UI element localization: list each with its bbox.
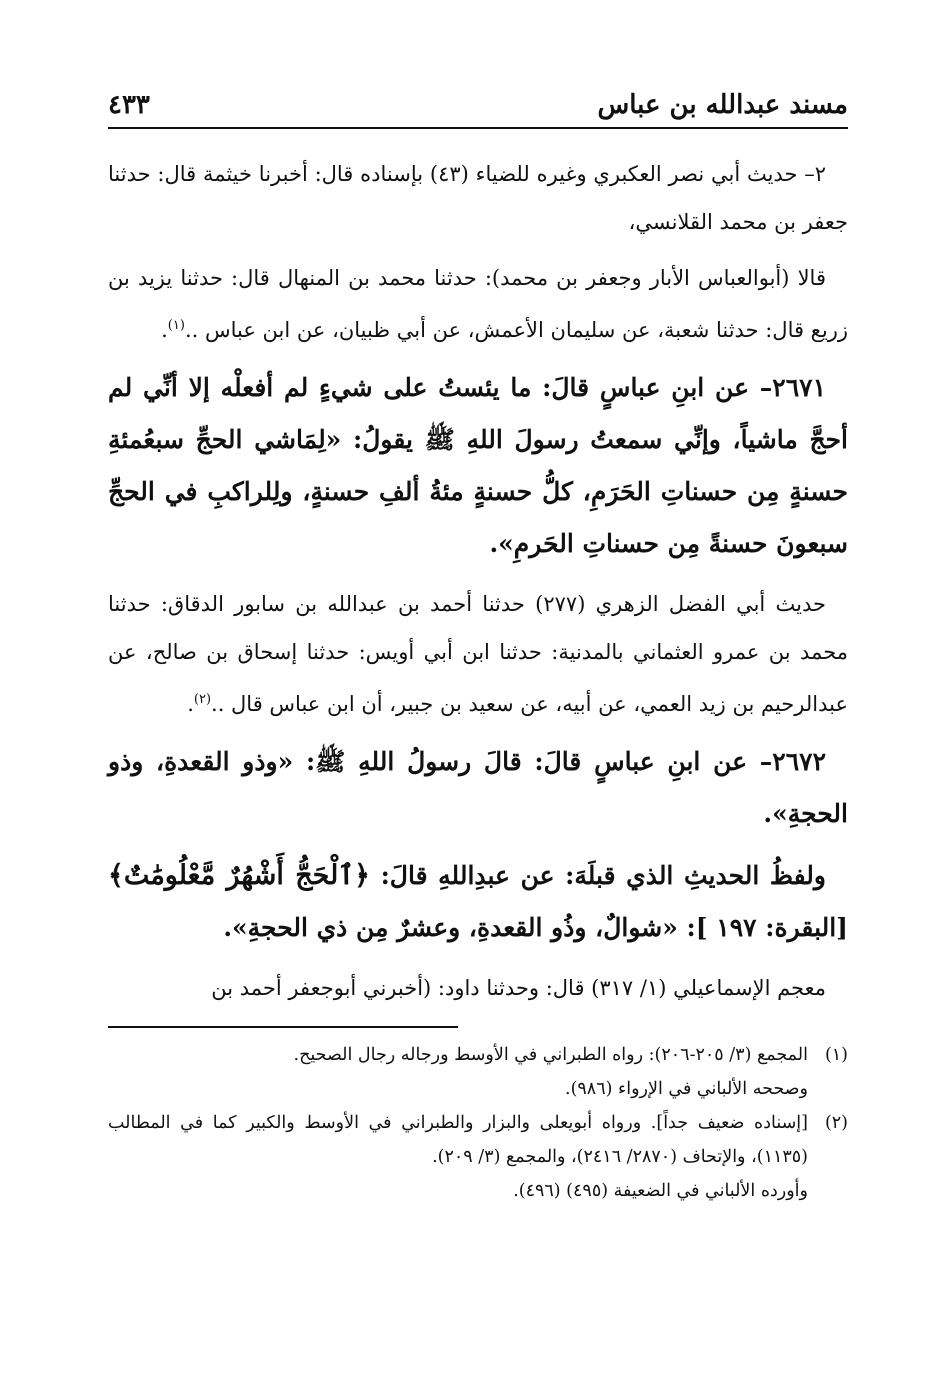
main-text bbox=[108, 150, 848, 1012]
running-title: مسند عبدالله بن عباس bbox=[597, 90, 848, 120]
hadith-2672: ٢٦٧٢– عن ابنِ عباسٍ قالَ: قالَ رسولُ اللهِ ﷺ: «وذو القعدةِ، وذو الحجةِ». bbox=[108, 747, 848, 828]
quran-verse: ﴿ٱلْحَجُّ أَشْهُرٌ مَّعْلُومَٰتٌ﴾ bbox=[108, 860, 370, 891]
isnad-paragraph-4: معجم الإسماعيلي (١/ ٣١٧) قال: وحدثنا داود: (أخبرني أبوجعفر أحمد بن bbox=[211, 976, 826, 1000]
isnad-paragraph-3 bbox=[108, 580, 848, 728]
previous-wording-rest: [البقرة: ١٩٧ ]: «شوالٌ، وذُو القعدةِ، وعشرٌ مِن ذي الحجةِ». bbox=[223, 913, 848, 942]
footnote-1 bbox=[108, 1038, 848, 1106]
page-header bbox=[108, 78, 848, 130]
footnote-rule bbox=[108, 1026, 458, 1028]
footnote-1-body bbox=[108, 1038, 808, 1106]
isnad-paragraph-2-text: قالا (أبوالعباس الأبار وجعفر بن محمد): حدثنا محمد بن المنهال قال: حدثنا يزيد بن زريع قال: حدثنا شعبة، عن سليمان الأعمش، عن أبي ظبيان، عن ابن عباس .. bbox=[108, 266, 848, 342]
isnad-paragraph-1: ٢– حديث أبي نصر العكبري وغيره للضياء (٤٣) بإسناده قال: أخبرنا خيثمة قال: حدثنا جعفر بن محمد القلانسي، bbox=[108, 162, 848, 234]
hadith-2671: ٢٦٧١– عن ابنِ عباسٍ قالَ: ما يئستُ على شيءٍ لم أفعلْه إلا أنِّي لم أحجَّ ماشياً، وإنِّي سمعتُ رسولَ اللهِ ﷺ يقولُ: «لِمَاشي الحجِّ سبعُمئةِ حسنةٍ مِن حسناتِ الحَرَمِ، كلُّ حسنةٍ مئةُ ألفِ حسنةٍ، ولِلراكبِ في الحجِّ سبعونَ حسنةً مِن حسناتِ الحَرمِ». bbox=[108, 373, 848, 558]
book-page bbox=[108, 78, 848, 1208]
footnotes bbox=[108, 1038, 848, 1208]
isnad-paragraph-3-end: . bbox=[187, 692, 194, 716]
footnote-ref-1: (١) bbox=[167, 318, 185, 333]
footnote-ref-2: (٢) bbox=[193, 692, 212, 707]
hadith-previous-wording bbox=[108, 850, 848, 954]
footnote-2-line-2: وأورده الألباني في الضعيفة (٤٩٥) (٤٩٦). bbox=[513, 1181, 808, 1201]
footnote-2-body bbox=[108, 1106, 808, 1208]
footnote-2-mark: (٢) bbox=[824, 1113, 848, 1133]
footnote-1-mark: (١) bbox=[824, 1045, 848, 1065]
isnad-paragraph-3-text: حديث أبي الفضل الزهري (٢٧٧) حدثنا أحمد بن عبدالله بن سابور الدقاق: حدثنا محمد بن عمرو العثماني بالمدنية: حدثنا ابن أبي أويس: حدثنا إسحاق بن صالح، عن عبدالرحيم بن زيد العمي، عن أبيه، عن سعيد بن جبير، أن ابن عباس قال .. bbox=[108, 592, 848, 716]
previous-wording-intro: ولفظُ الحديثِ الذي قبلَهَ: عن عبدِاللهِ قالَ: bbox=[380, 861, 826, 890]
footnote-1-line-1: المجمع (٣/ ٢٠٥-٢٠٦): رواه الطبراني في الأوسط ورجاله رجال الصحيح. bbox=[293, 1045, 808, 1065]
footnote-2 bbox=[108, 1106, 848, 1208]
footnote-2-line-1: [إسناده ضعيف جداً]. ورواه أبويعلى والبزار والطبراني في الأوسط والكبير كما في المطالب (١١٣٥)، والإتحاف (٢٨٧٠/ ٢٤١٦)، والمجمع (٣/ ٢٠٩). bbox=[108, 1113, 808, 1167]
isnad-paragraph-2 bbox=[108, 254, 848, 354]
header-rule bbox=[108, 127, 848, 129]
page-number: ٤٣٣ bbox=[108, 90, 150, 120]
isnad-paragraph-2-end: . bbox=[161, 318, 168, 342]
footnote-1-line-2: وصححه الألباني في الإرواء (٩٨٦). bbox=[565, 1079, 808, 1099]
